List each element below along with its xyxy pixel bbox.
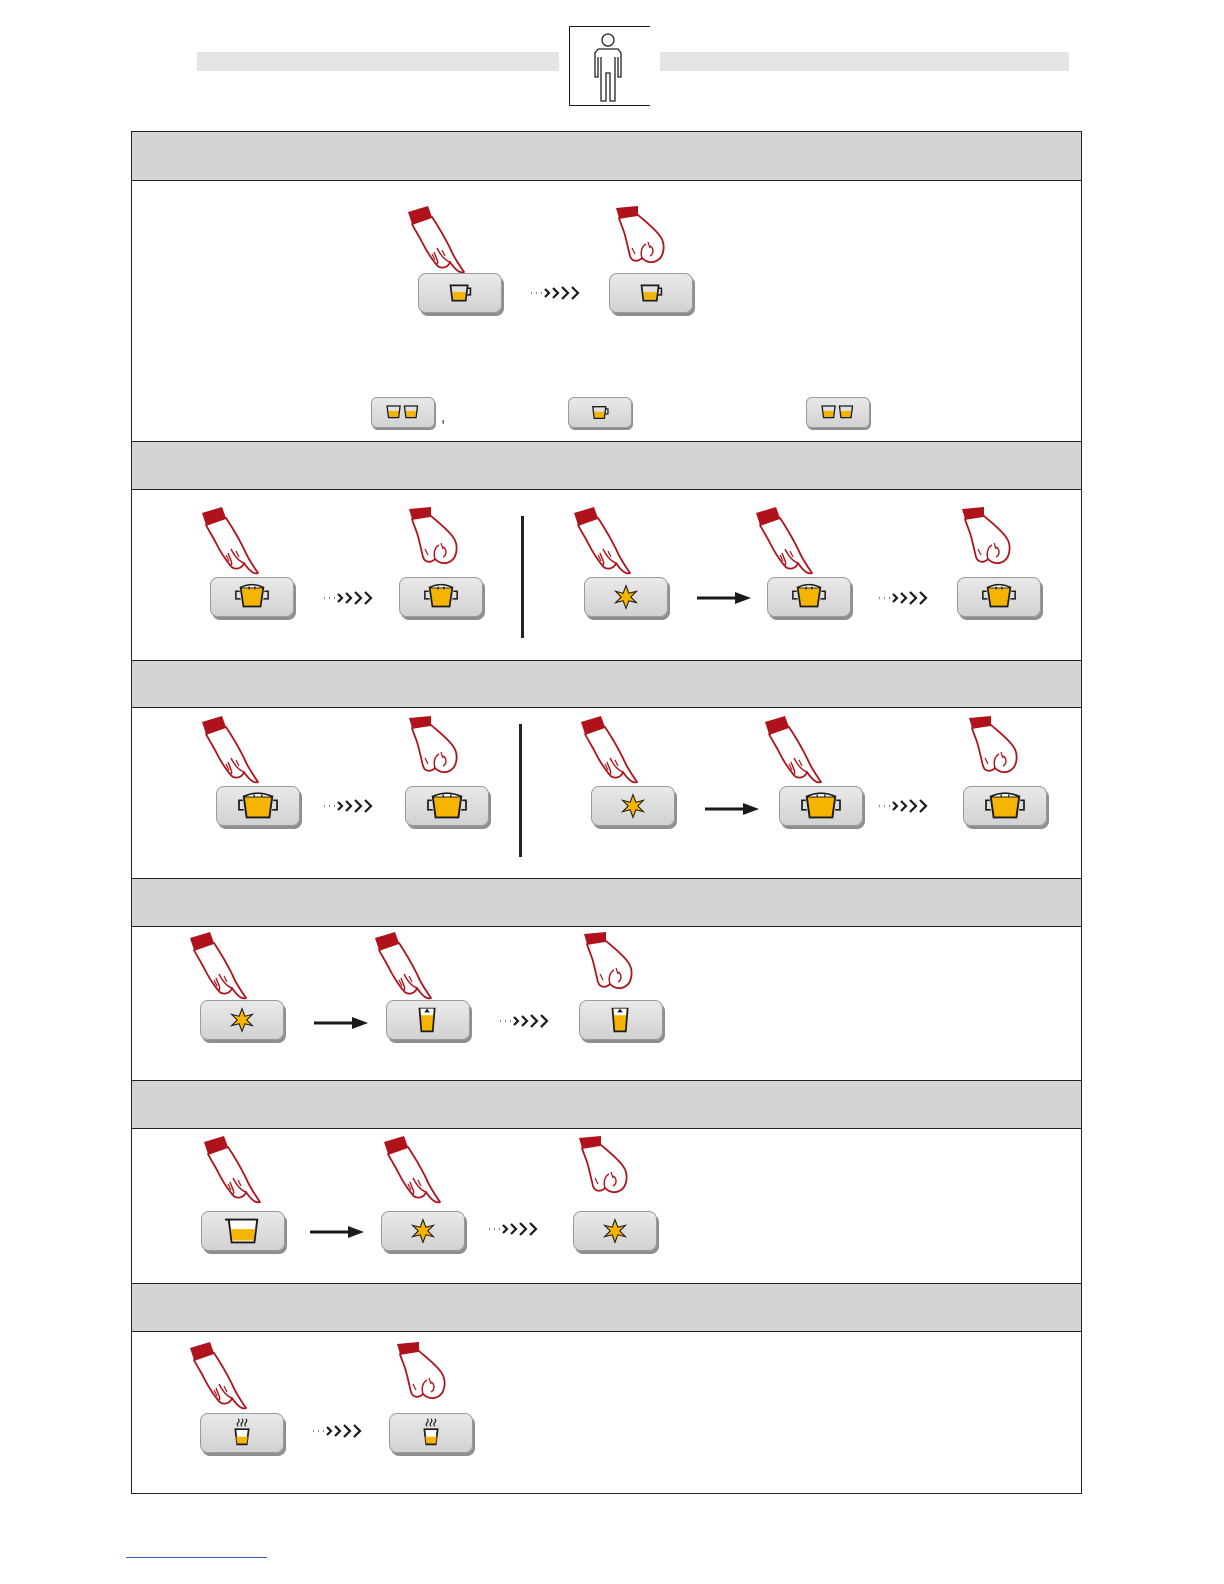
- latte-button-released[interactable]: [579, 1000, 663, 1040]
- finger-pressing-icon: [200, 1134, 270, 1204]
- finger-pressing-icon: [380, 1134, 450, 1204]
- cappuccino-button-released[interactable]: [399, 577, 483, 617]
- large-cappuccino-button-released[interactable]: [963, 786, 1047, 826]
- hot-water-button-released[interactable]: [389, 1413, 473, 1453]
- separator-comma: ,: [441, 409, 446, 426]
- section-header-5: [132, 1080, 1081, 1129]
- option-divider: [519, 724, 522, 857]
- person-icon: [570, 27, 651, 107]
- large-cappuccino-button[interactable]: [216, 786, 300, 826]
- finger-pressing-icon: [186, 930, 256, 1000]
- finger-released-icon: [405, 714, 475, 784]
- double-cup-button[interactable]: [371, 397, 435, 428]
- large-cappuccino-button[interactable]: [779, 786, 863, 826]
- finger-released-icon: [958, 505, 1028, 575]
- finger-released-icon: [575, 1134, 645, 1204]
- latte-button[interactable]: [386, 1000, 470, 1040]
- finger-pressing-icon: [371, 930, 441, 1000]
- finger-pressing-icon: [761, 714, 831, 784]
- then-arrow-icon: [312, 1015, 370, 1031]
- single-cup-button[interactable]: [418, 273, 502, 313]
- user-section-badge: [569, 26, 650, 106]
- cappuccino-button[interactable]: [210, 577, 294, 617]
- hold-chevrons-icon: [311, 1421, 369, 1441]
- hold-chevrons-icon: [498, 1011, 556, 1031]
- cappuccino-button-released[interactable]: [957, 577, 1041, 617]
- finger-pressing-icon: [404, 204, 474, 274]
- then-arrow-icon: [703, 801, 761, 817]
- finger-pressing-icon: [186, 1340, 256, 1410]
- finger-pressing-icon: [198, 505, 268, 575]
- header-bar-right: [660, 52, 1069, 71]
- hold-chevrons-icon: [487, 1219, 545, 1239]
- hold-chevrons-icon: [322, 796, 380, 816]
- large-cappuccino-button-released[interactable]: [405, 786, 489, 826]
- finger-pressing-icon: [570, 505, 640, 575]
- then-arrow-icon: [308, 1224, 366, 1240]
- hold-chevrons-icon: [529, 283, 587, 303]
- finger-released-icon: [405, 505, 475, 575]
- section-header-1: [132, 131, 1081, 181]
- section-header-2: [132, 441, 1081, 490]
- section-header-3: [132, 660, 1081, 708]
- finger-pressing-icon: [752, 505, 822, 575]
- finger-released-icon: [393, 1340, 463, 1410]
- milk-jug-button[interactable]: [201, 1211, 285, 1251]
- finger-released-icon: [580, 930, 650, 1000]
- double-cup-small-button[interactable]: [806, 397, 870, 428]
- hold-chevrons-icon: [877, 796, 935, 816]
- cappuccino-button[interactable]: [767, 577, 851, 617]
- strength-button-released[interactable]: [573, 1211, 657, 1251]
- finger-released-icon: [612, 204, 682, 274]
- section-header-6: [132, 1283, 1081, 1332]
- strength-button[interactable]: [200, 1000, 284, 1040]
- strength-button[interactable]: [584, 577, 668, 617]
- strength-button[interactable]: [381, 1211, 465, 1251]
- hold-chevrons-icon: [322, 588, 380, 608]
- footer-rule: [126, 1557, 267, 1558]
- finger-pressing-icon: [577, 714, 647, 784]
- single-cup-button-released[interactable]: [609, 273, 693, 313]
- section-header-4: [132, 878, 1081, 927]
- then-arrow-icon: [695, 590, 753, 606]
- hold-chevrons-icon: [877, 588, 935, 608]
- header-bar-left: [197, 52, 559, 71]
- finger-pressing-icon: [198, 714, 268, 784]
- hot-water-button[interactable]: [200, 1413, 284, 1453]
- finger-released-icon: [965, 714, 1035, 784]
- option-divider: [521, 516, 524, 638]
- single-cup-small-button[interactable]: [568, 397, 632, 428]
- strength-button[interactable]: [591, 786, 675, 826]
